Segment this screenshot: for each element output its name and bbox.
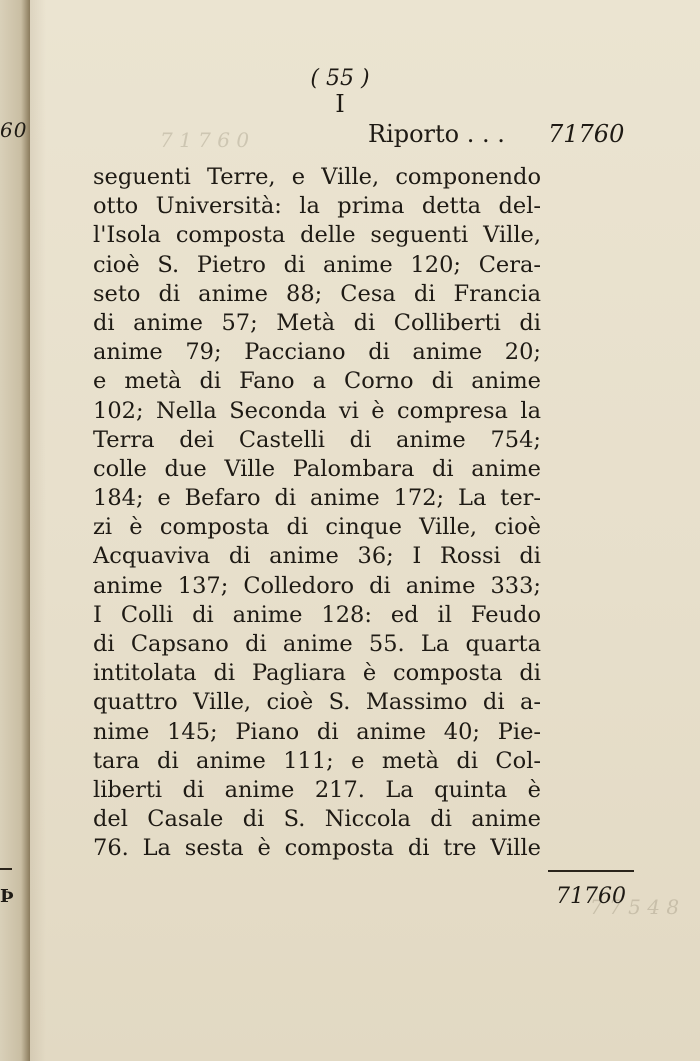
text-line: anime 137; Colledoro di anime 333; bbox=[93, 572, 541, 599]
text-line: cioè S. Pietro di anime 120; Cera- bbox=[93, 251, 541, 278]
text-line: tara di anime 111; e metà di Col- bbox=[93, 747, 541, 774]
text-line: zi è composta di cinque Ville, cioè bbox=[93, 514, 541, 541]
text-line: quattro Ville, cioè S. Massimo di a- bbox=[93, 689, 541, 716]
text-line: colle due Ville Palombara di anime bbox=[93, 455, 541, 482]
bleed-through-mark: 7 7 5 4 8 bbox=[590, 895, 680, 919]
text-line: nime 145; Piano di anime 40; Pie- bbox=[93, 718, 541, 745]
page-number: ( 55 ) bbox=[310, 66, 370, 91]
text-line: l'Isola composta delle seguenti Ville, bbox=[93, 222, 541, 249]
text-line: Terra dei Castelli di anime 754; bbox=[93, 426, 541, 453]
text-line: liberti di anime 217. La quinta è bbox=[93, 776, 541, 803]
text-line: di anime 57; Metà di Colliberti di bbox=[93, 309, 541, 336]
text-line: del Casale di S. Niccola di anime bbox=[93, 806, 541, 833]
total-rule bbox=[548, 870, 634, 872]
text-line: 76. La sesta è composta di tre Ville bbox=[93, 835, 541, 862]
bleed-through-mark: 7 1 7 6 0 bbox=[160, 128, 250, 152]
page-total: 71760 bbox=[556, 884, 626, 909]
text-line: seto di anime 88; Cesa di Francia bbox=[93, 280, 541, 307]
facing-page-number-fragment: 60 bbox=[0, 118, 28, 142]
carried-forward-label: Riporto . . . bbox=[368, 120, 505, 148]
text-line: 184; e Befaro di anime 172; La ter- bbox=[93, 485, 541, 512]
facing-page-mark-fragment: Þ bbox=[0, 886, 14, 907]
body-text bbox=[93, 163, 541, 864]
text-line: seguenti Terre, e Ville, componendo bbox=[93, 164, 541, 190]
text-line: otto Università: la prima detta del- bbox=[93, 193, 541, 220]
text-line: 102; Nella Seconda vi è compresa la bbox=[93, 397, 541, 424]
text-line: anime 79; Pacciano di anime 20; bbox=[93, 339, 541, 366]
facing-page-rule-fragment bbox=[0, 868, 12, 870]
text-line: I Colli di anime 128: ed il Feudo bbox=[93, 601, 541, 628]
text-line: e metà di Fano a Corno di anime bbox=[93, 368, 541, 395]
text-line: Acquaviva di anime 36; I Rossi di bbox=[93, 543, 541, 570]
signature-mark: I bbox=[335, 90, 345, 118]
text-line: di Capsano di anime 55. La quarta bbox=[93, 631, 541, 657]
carried-forward-value: 71760 bbox=[548, 120, 625, 148]
text-line: intitolata di Pagliara è composta di bbox=[93, 660, 541, 687]
